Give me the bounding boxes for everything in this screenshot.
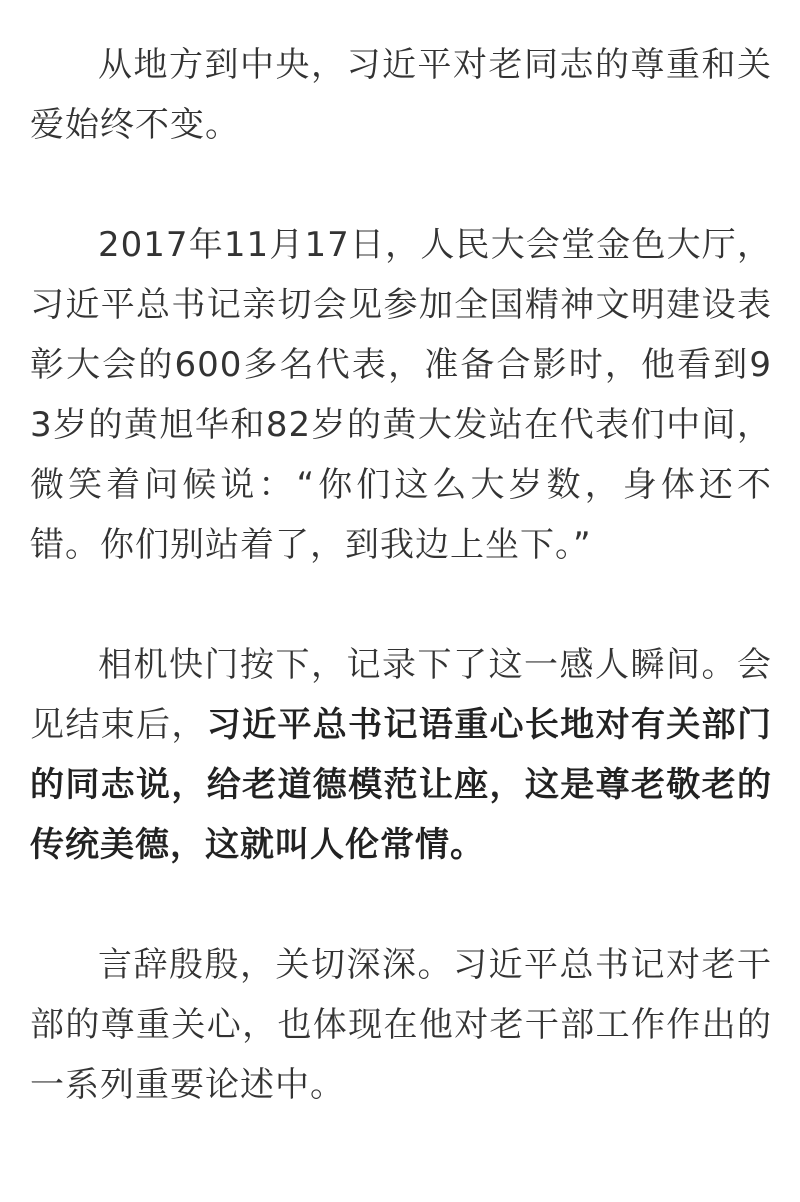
paragraph-3 (30, 635, 772, 875)
paragraph-1 (30, 35, 772, 155)
paragraph-1-text: 从地方到中央，习近平对老同志的尊重和关爱始终不变。 (30, 45, 772, 145)
paragraph-4-text: 言辞殷殷，关切深深。习近平总书记对老干部的尊重关心，也体现在他对老干部工作作出的一系列重要论述中。 (30, 945, 772, 1105)
article-body (30, 35, 772, 1115)
paragraph-2 (30, 215, 772, 575)
paragraph-3-text: 相机快门按下，记录下了这一感人瞬间。会见结束后， (30, 645, 772, 745)
paragraph-3-bold-text: 习近平总书记语重心长地对有关部门的同志说，给老道德模范让座，这是尊老敬老的传统美德，这就叫人伦常情。 (30, 705, 772, 865)
paragraph-2-text: 2017年11月17日，人民大会堂金色大厅，习近平总书记亲切会见参加全国精神文明建设表彰大会的600多名代表，准备合影时，他看到93岁的黄旭华和82岁的黄大发站在代表们中间，微笑着问候说：“你们这么大岁数，身体还不错。你们别站着了，到我边上坐下。” (30, 225, 772, 565)
paragraph-4 (30, 935, 772, 1115)
